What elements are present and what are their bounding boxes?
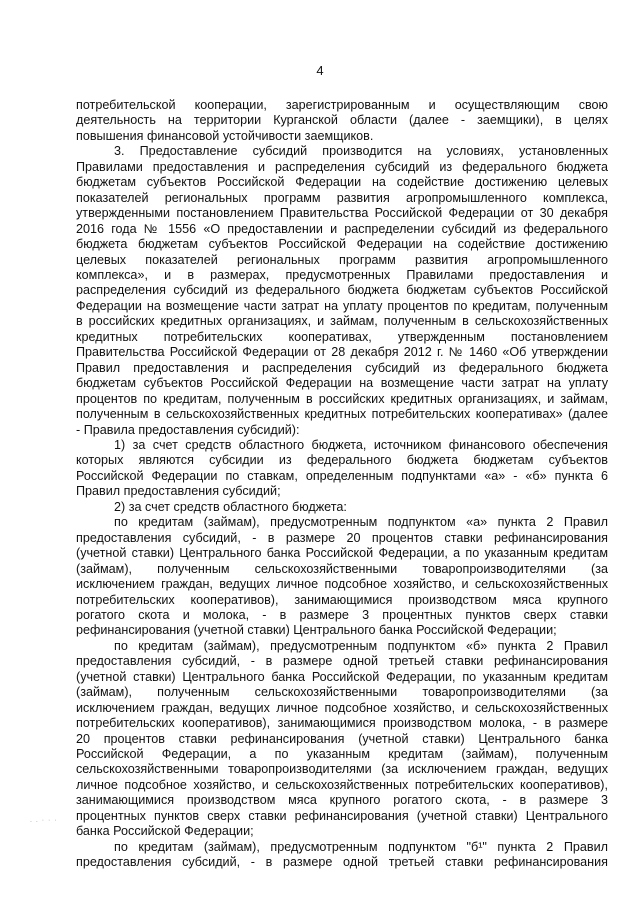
text-line: целевых показателей региональных программ развития агропромышленного bbox=[76, 252, 608, 267]
text-line: по кредитам (займам), предусмотренным подпунктом "б¹" пункта 2 Правил bbox=[114, 839, 608, 854]
text-line: которых являются субсидии из федерального бюджета бюджетам субъектов bbox=[76, 453, 608, 468]
text-line: потребительских кооперативов), занимающимися производством мяса крупного bbox=[76, 592, 608, 607]
text-line: банка Российской Федерации; bbox=[76, 824, 254, 839]
text-line: утвержденными постановлением Правительства Российской Федерации от 30 декабря bbox=[76, 206, 608, 221]
text-line: предоставления субсидий, - в размере одной третьей ставки рефинансирования bbox=[76, 855, 608, 870]
text-line: Российской Федерации по ставкам, определенным подпунктами «а» - «б» пункта 6 bbox=[76, 468, 608, 483]
text-line: потребительской кооперации, зарегистрированным и осуществляющим свою bbox=[76, 98, 608, 112]
text-line: бюджетам субъектов Российской Федерации на содействие достижению целевых bbox=[76, 175, 608, 190]
text-line: исключением граждан, ведущих личное подсобное хозяйство, и сельскохозяйственных bbox=[76, 700, 608, 715]
text-line: распределения субсидий из федерального бюджета бюджетам субъектов Российской bbox=[76, 283, 608, 298]
text-line: Федерации на возмещение части затрат на уплату процентов по кредитам, полученным bbox=[76, 298, 608, 313]
text-line: предоставления субсидий, - в размере 20 процентов ставки рефинансирования bbox=[76, 530, 608, 545]
text-line: по кредитам (займам), предусмотренным подпунктом «а» пункта 2 Правил bbox=[114, 515, 608, 530]
text-line: 20 процентов ставки рефинансирования (учетной ставки) Центрального банка bbox=[76, 731, 608, 746]
text-line: занимающимися производством мяса крупного рогатого скота, - в размере 3 bbox=[76, 793, 608, 808]
text-line: Правил предоставления субсидий; bbox=[76, 484, 281, 499]
text-line: процентных пунктов сверх ставки рефинансирования (учетной ставки) Центрального bbox=[76, 808, 608, 823]
text-line: комплекса», и в размерах, предусмотренных Правилами предоставления и bbox=[76, 267, 608, 282]
text-line: сельскохозяйственными товаропроизводителями (за исключением граждан, ведущих bbox=[76, 762, 608, 777]
document-body bbox=[76, 98, 608, 871]
text-line: Российской Федерации, а по указанным кредитам (займам), полученным bbox=[76, 747, 608, 762]
text-line: 2) за счет средств областного бюджета: bbox=[114, 499, 347, 514]
text-line: кредитных потребительских кооперативах, утвержденным постановлением bbox=[76, 329, 608, 344]
text-line: бюджета бюджетам субъектов Российской Федерации на содействие достижению bbox=[76, 237, 608, 252]
text-line: (займам), полученным сельскохозяйственными товаропроизводителями (за bbox=[76, 561, 608, 576]
text-line: 1) за счет средств областного бюджета, источником финансового обеспечения bbox=[114, 437, 608, 452]
text-line: Правил предоставления и распределения субсидий из федерального бюджета bbox=[76, 360, 608, 375]
text-line: предоставления субсидий, - в размере одной третьей ставки рефинансирования bbox=[76, 654, 608, 669]
text-line: (займам), полученным сельскохозяйственными товаропроизводителями (за bbox=[76, 685, 608, 700]
text-line: рефинансирования (учетной ставки) Центрального банка Российской Федерации; bbox=[76, 623, 557, 638]
text-line: бюджетам субъектов Российской Федерации на возмещение части затрат на уплату bbox=[76, 376, 608, 391]
text-line: потребительских кооперативов), занимающимися производством молока, - в размере bbox=[76, 716, 608, 731]
text-line: (учетной ставки) Центрального банка Российской Федерации, а по указанным кредитам bbox=[76, 546, 608, 561]
text-line: повышения финансовой устойчивости заемщиков. bbox=[76, 128, 374, 143]
text-line: Правительства Российской Федерации от 28 декабря 2012 г. № 1460 «Об утверждении bbox=[76, 345, 608, 360]
text-line: 2016 года № 1556 «О предоставлении и распределении субсидий из федерального bbox=[76, 221, 608, 236]
text-line: Правилами предоставления и распределения субсидий из федерального бюджета bbox=[76, 159, 608, 174]
text-line: процентов по кредитам, полученным в российских кредитных организациях, и займам, bbox=[76, 391, 608, 406]
text-line: полученным в сельскохозяйственных кредитных потребительских кооперативах» (далее bbox=[76, 407, 608, 422]
text-line: рогатого скота и молока, - в размере 3 процентных пунктов сверх ставки bbox=[76, 607, 608, 622]
text-line: 3. Предоставление субсидий производится на условиях, установленных bbox=[114, 144, 608, 159]
text-line: - Правила предоставления субсидий): bbox=[76, 422, 300, 437]
text-line: (учетной ставки) Центрального банка Российской Федерации, по указанным кредитам bbox=[76, 669, 608, 684]
scan-margin-mark: . . · · · bbox=[30, 817, 58, 824]
text-line: в российских кредитных организациях, и займам, полученным в сельскохозяйственных bbox=[76, 314, 608, 329]
text-line: деятельность на территории Курганской области (далее - заемщики), в целях bbox=[76, 113, 608, 128]
text-line: показателей региональных программ развития агропромышленного комплекса, bbox=[76, 190, 608, 205]
text-line: личное подсобное хозяйство, и сельскохозяйственных потребительских кооперативов), bbox=[76, 777, 608, 792]
text-line: по кредитам (займам), предусмотренным подпунктом «б» пункта 2 Правил bbox=[114, 638, 608, 653]
text-line: исключением граждан, ведущих личное подсобное хозяйство, и сельскохозяйственных bbox=[76, 577, 608, 592]
page-number: 4 bbox=[316, 63, 324, 78]
